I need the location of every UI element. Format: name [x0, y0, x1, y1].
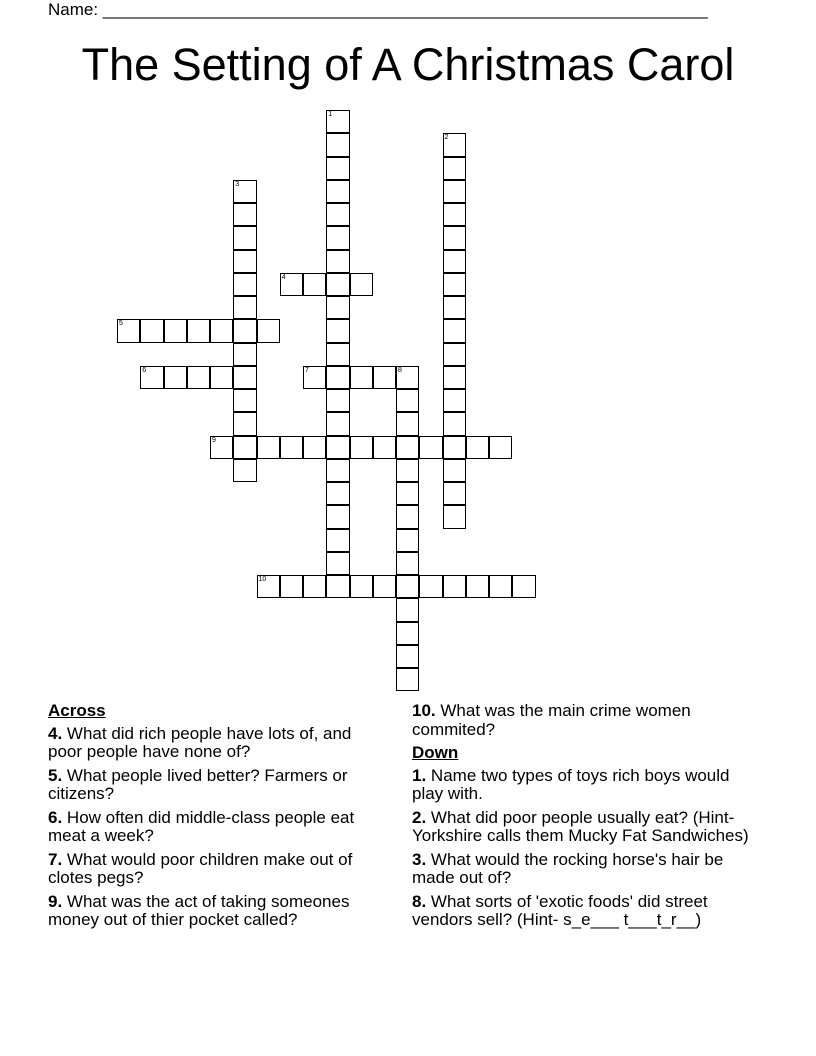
- crossword-cell[interactable]: [350, 366, 373, 389]
- crossword-cell[interactable]: [350, 575, 373, 598]
- name-field-label: Name: ________________________________________________________________: [48, 0, 708, 19]
- clue-text: What would the rocking horse's hair be made out of?: [412, 849, 724, 887]
- clue-number: 4.: [48, 723, 63, 743]
- crossword-cell[interactable]: [303, 436, 326, 459]
- crossword-cell[interactable]: [396, 645, 419, 668]
- crossword-cell[interactable]: [326, 552, 349, 575]
- crossword-cell[interactable]: [257, 436, 280, 459]
- crossword-cell[interactable]: [419, 575, 442, 598]
- crossword-cell[interactable]: [117, 319, 140, 342]
- crossword-cell[interactable]: [233, 436, 256, 459]
- clue-number: 10.: [412, 701, 436, 720]
- crossword-cell[interactable]: [326, 226, 349, 249]
- crossword-cell[interactable]: [396, 529, 419, 552]
- across-clue: [48, 809, 388, 846]
- crossword-cell[interactable]: [326, 110, 349, 133]
- clue-number: 7.: [48, 849, 63, 869]
- crossword-cell[interactable]: [326, 343, 349, 366]
- crossword-cell[interactable]: [233, 273, 256, 296]
- crossword-cell[interactable]: [396, 622, 419, 645]
- crossword-cell[interactable]: [443, 319, 466, 342]
- clues-left-column: [48, 702, 388, 935]
- crossword-cell[interactable]: [233, 343, 256, 366]
- crossword-cell[interactable]: [443, 436, 466, 459]
- clues-right-column: [412, 702, 757, 935]
- cell-number: 10: [258, 576, 267, 583]
- crossword-cell[interactable]: [443, 505, 466, 528]
- crossword-cell[interactable]: [326, 319, 349, 342]
- crossword-cell[interactable]: [326, 133, 349, 156]
- crossword-cell[interactable]: [443, 226, 466, 249]
- crossword-cell[interactable]: [233, 459, 256, 482]
- clue-text: What people lived better? Farmers or citizens?: [48, 765, 348, 803]
- crossword-cell[interactable]: [187, 319, 210, 342]
- down-clue: [412, 893, 757, 930]
- crossword-cell[interactable]: [326, 273, 349, 296]
- crossword-cell[interactable]: [396, 366, 419, 389]
- crossword-cell[interactable]: [396, 459, 419, 482]
- page-title: The Setting of A Christmas Carol: [81, 39, 735, 90]
- crossword-cell[interactable]: [326, 366, 349, 389]
- crossword-cell[interactable]: [257, 319, 280, 342]
- crossword-cell[interactable]: [443, 459, 466, 482]
- clue-number: 5.: [48, 765, 63, 785]
- crossword-cell[interactable]: [233, 412, 256, 435]
- cell-number: 4: [281, 273, 286, 281]
- crossword-cell[interactable]: [326, 505, 349, 528]
- cell-number: 5: [119, 320, 123, 328]
- across-clue: [48, 851, 388, 888]
- crossword-cell[interactable]: [443, 180, 466, 203]
- crossword-cell[interactable]: [233, 203, 256, 226]
- crossword-cell[interactable]: [443, 366, 466, 389]
- crossword-cell[interactable]: [466, 436, 489, 459]
- down-clue: [412, 767, 757, 804]
- clue-number: 3.: [412, 849, 427, 869]
- crossword-cell[interactable]: [396, 389, 419, 412]
- crossword-cell[interactable]: [303, 273, 326, 296]
- clue-text: What was the act of taking someones money out of thier pocket called?: [48, 891, 350, 929]
- crossword-cell[interactable]: [443, 482, 466, 505]
- crossword-cell[interactable]: [443, 296, 466, 319]
- clue-text: What did poor people usually eat? (Hint- Yorkshire calls them Mucky Fat Sandwiches): [412, 807, 749, 845]
- crossword-cell[interactable]: [326, 529, 349, 552]
- crossword-cell[interactable]: [443, 575, 466, 598]
- crossword-cell[interactable]: [326, 575, 349, 598]
- across-clue: [48, 893, 388, 930]
- across-clue: [412, 702, 757, 739]
- crossword-cell[interactable]: [164, 366, 187, 389]
- crossword-cell[interactable]: [443, 273, 466, 296]
- crossword-cell[interactable]: [326, 250, 349, 273]
- crossword-cell[interactable]: [443, 412, 466, 435]
- crossword-cell[interactable]: [443, 157, 466, 180]
- crossword-cell[interactable]: [233, 319, 256, 342]
- crossword-cell[interactable]: [257, 575, 280, 598]
- down-heading: Down: [412, 743, 459, 762]
- clue-text: Name two types of toys rich boys would play with.: [412, 765, 730, 803]
- crossword-cell[interactable]: [233, 180, 256, 203]
- crossword-cell[interactable]: [233, 389, 256, 412]
- crossword-cell[interactable]: [396, 668, 419, 691]
- clue-number: 6.: [48, 807, 63, 827]
- crossword-cell[interactable]: [489, 575, 512, 598]
- crossword-cell[interactable]: [303, 575, 326, 598]
- crossword-cell[interactable]: [350, 273, 373, 296]
- crossword-cell[interactable]: [210, 319, 233, 342]
- crossword-cell[interactable]: [233, 226, 256, 249]
- crossword-cell[interactable]: [187, 366, 210, 389]
- crossword-cell[interactable]: [443, 389, 466, 412]
- cell-number: 7: [305, 366, 309, 374]
- crossword-cell[interactable]: [443, 343, 466, 366]
- crossword-cell[interactable]: [396, 482, 419, 505]
- crossword-cell[interactable]: [373, 366, 396, 389]
- across-heading: Across: [48, 701, 106, 720]
- crossword-cell[interactable]: [443, 133, 466, 156]
- crossword-cell[interactable]: [233, 296, 256, 319]
- crossword-cell[interactable]: [233, 250, 256, 273]
- crossword-cell[interactable]: [326, 180, 349, 203]
- across-clue: [48, 725, 388, 762]
- crossword-cell[interactable]: [373, 575, 396, 598]
- crossword-cell[interactable]: [326, 157, 349, 180]
- crossword-cell[interactable]: [396, 598, 419, 621]
- crossword-cell[interactable]: [140, 366, 163, 389]
- crossword-cell[interactable]: [326, 296, 349, 319]
- clue-text: What sorts of 'exotic foods' did street vendors sell? (Hint- s_e___ t___t_r__): [412, 891, 708, 929]
- crossword-cell[interactable]: [373, 436, 396, 459]
- clue-text: What was the main crime women commited?: [412, 701, 691, 739]
- cell-number: 9: [212, 436, 216, 444]
- crossword-cell[interactable]: [466, 575, 489, 598]
- across-clue: [48, 767, 388, 804]
- crossword-cell[interactable]: [512, 575, 535, 598]
- crossword-cell[interactable]: [280, 575, 303, 598]
- crossword-cell[interactable]: [140, 319, 163, 342]
- crossword-cell[interactable]: [396, 575, 419, 598]
- cell-number: 3: [235, 180, 240, 188]
- clue-text: What did rich people have lots of, and poor people have none of?: [48, 723, 352, 761]
- crossword-cell[interactable]: [326, 459, 349, 482]
- clue-number: 2.: [412, 807, 427, 827]
- clue-text: What would poor children make out of clotes pegs?: [48, 849, 353, 887]
- clue-number: 8.: [412, 891, 427, 911]
- cell-number: 2: [444, 134, 449, 142]
- cell-number: 8: [398, 366, 402, 374]
- crossword-cell[interactable]: [210, 436, 233, 459]
- crossword-cell[interactable]: [326, 203, 349, 226]
- crossword-cell[interactable]: [396, 505, 419, 528]
- down-clue: [412, 851, 757, 888]
- crossword-cell[interactable]: [419, 436, 442, 459]
- crossword-cell[interactable]: [326, 436, 349, 459]
- crossword-cell[interactable]: [233, 366, 256, 389]
- crossword-cell[interactable]: [350, 436, 373, 459]
- crossword-cell[interactable]: [443, 203, 466, 226]
- crossword-cell[interactable]: [489, 436, 512, 459]
- cell-number: 1: [328, 111, 333, 118]
- crossword-cell[interactable]: [443, 250, 466, 273]
- clue-text: How often did middle-class people eat meat a week?: [48, 807, 355, 845]
- clue-number: 9.: [48, 891, 63, 911]
- crossword-cell[interactable]: [210, 366, 233, 389]
- crossword-cell[interactable]: [164, 319, 187, 342]
- crossword-cell[interactable]: [280, 273, 303, 296]
- crossword-cell[interactable]: [326, 482, 349, 505]
- crossword-cell[interactable]: [326, 412, 349, 435]
- crossword-cell[interactable]: [396, 436, 419, 459]
- down-clue: [412, 809, 757, 846]
- clue-number: 1.: [412, 765, 427, 785]
- crossword-cell[interactable]: [396, 412, 419, 435]
- cell-number: 6: [142, 366, 147, 374]
- crossword-cell[interactable]: [280, 436, 303, 459]
- crossword-cell[interactable]: [396, 552, 419, 575]
- crossword-cell[interactable]: [326, 389, 349, 412]
- crossword-cell[interactable]: [303, 366, 326, 389]
